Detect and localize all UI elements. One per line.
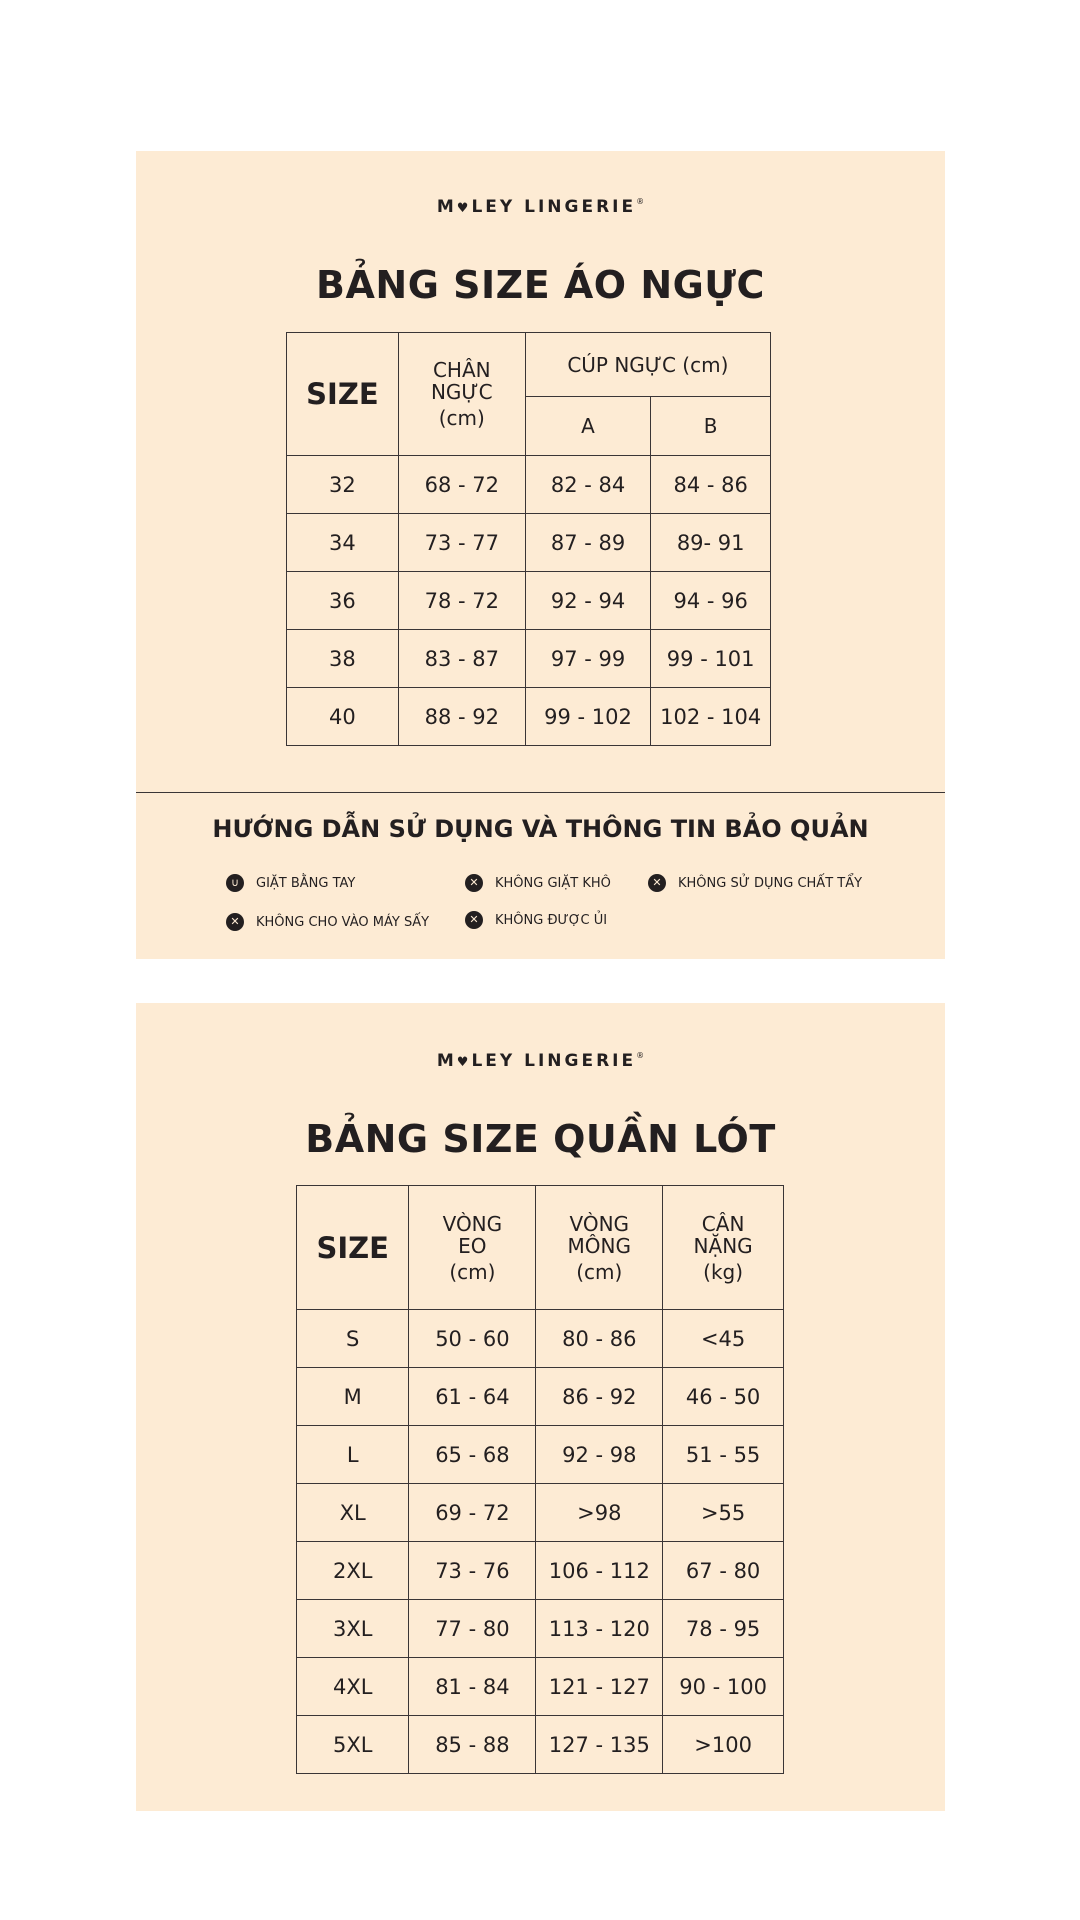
table-row [297,1716,784,1774]
care-item-no-tumble-dry [226,913,429,931]
table-cell: 61 - 64 [409,1368,536,1426]
table-row [287,688,771,746]
table-row [297,1600,784,1658]
table-cell: M [297,1368,409,1426]
table-cell: 36 [287,572,399,630]
table-row [287,572,771,630]
underbust-label: CHÂN NGỰC [430,358,493,404]
table-cell: 92 - 98 [536,1426,663,1484]
table-cell: 106 - 112 [536,1542,663,1600]
care-item-no-iron [465,911,607,929]
table-cell: 34 [287,514,399,572]
table-cell: <45 [663,1310,784,1368]
table-cell: 80 - 86 [536,1310,663,1368]
table-cell: 77 - 80 [409,1600,536,1658]
bra-size-table [286,332,771,746]
size-header: SIZE [297,1186,409,1310]
bra-size-card [136,151,945,959]
table-cell: 3XL [297,1600,409,1658]
table-cell: S [297,1310,409,1368]
care-item-hand-wash [226,874,355,892]
brand-logo: M♥LEY LINGERIE® [436,1051,645,1071]
table-cell: 46 - 50 [663,1368,784,1426]
care-item-label: KHÔNG SỬ DỤNG CHẤT TẨY [678,875,863,891]
table-cell: XL [297,1484,409,1542]
waist-label: VÒNG EO [442,1211,503,1258]
table-cell: 68 - 72 [398,456,525,514]
no-dry-clean-icon: ✕ [465,874,483,892]
table-cell: >55 [663,1484,784,1542]
table-cell: 2XL [297,1542,409,1600]
panty-size-card [136,1003,945,1811]
hip-header [536,1186,663,1310]
care-item-label: GIẶT BẰNG TAY [256,875,356,891]
bra-size-title: BẢNG SIZE ÁO NGỰC [316,263,765,307]
table-cell: 4XL [297,1658,409,1716]
table-cell: 40 [287,688,399,746]
table-row [287,630,771,688]
table-cell: 78 - 72 [398,572,525,630]
table-cell: 102 - 104 [651,688,771,746]
underbust-unit: (cm) [438,406,485,430]
weight-header [663,1186,784,1310]
table-cell: 90 - 100 [663,1658,784,1716]
table-row [297,1426,784,1484]
cup-a-header: A [525,397,651,456]
table-cell: 69 - 72 [409,1484,536,1542]
no-tumble-dry-icon: ✕ [226,913,244,931]
section-divider [136,792,945,793]
table-cell: >98 [536,1484,663,1542]
table-cell: 88 - 92 [398,688,525,746]
table-cell: 99 - 102 [525,688,651,746]
table-cell: 92 - 94 [525,572,651,630]
table-row [297,1542,784,1600]
table-cell: 86 - 92 [536,1368,663,1426]
table-cell: 83 - 87 [398,630,525,688]
table-cell: 51 - 55 [663,1426,784,1484]
table-cell: 81 - 84 [409,1658,536,1716]
table-cell: 67 - 80 [663,1542,784,1600]
table-cell: 78 - 95 [663,1600,784,1658]
table-cell: 82 - 84 [525,456,651,514]
care-item-label: KHÔNG CHO VÀO MÁY SẤY [256,914,430,930]
table-cell: 87 - 89 [525,514,651,572]
hip-unit: (cm) [576,1259,623,1284]
no-bleach-icon: ✕ [648,874,666,892]
table-cell: 121 - 127 [536,1658,663,1716]
care-item-no-dry-clean [465,874,611,892]
table-cell: 85 - 88 [409,1716,536,1774]
table-cell: 89- 91 [651,514,771,572]
table-cell: 99 - 101 [651,630,771,688]
care-item-no-bleach [648,874,862,892]
care-item-label: KHÔNG ĐƯỢC ỦI [495,912,608,928]
brand-logo: M♥LEY LINGERIE® [436,197,645,217]
cup-header: CÚP NGỰC (cm) [525,333,770,397]
table-row [297,1310,784,1368]
table-cell: 38 [287,630,399,688]
underbust-header [398,333,525,456]
waist-unit: (cm) [449,1259,496,1284]
table-cell: L [297,1426,409,1484]
table-row [297,1658,784,1716]
table-row [297,1484,784,1542]
size-header: SIZE [287,333,399,456]
table-cell: 84 - 86 [651,456,771,514]
table-cell: 94 - 96 [651,572,771,630]
table-cell: 32 [287,456,399,514]
no-iron-icon: ✕ [465,911,483,929]
weight-label: CÂN NẶNG [693,1211,753,1258]
hand-wash-icon: ∪ [226,874,244,892]
waist-header [409,1186,536,1310]
hip-label: VÒNG MÔNG [567,1211,631,1258]
table-row [297,1368,784,1426]
table-cell: 97 - 99 [525,630,651,688]
care-title: HƯỚNG DẪN SỬ DỤNG VÀ THÔNG TIN BẢO QUẢN [212,815,869,843]
panty-size-title: BẢNG SIZE QUẦN LÓT [305,1117,776,1161]
table-cell: 73 - 77 [398,514,525,572]
weight-unit: (kg) [703,1259,744,1284]
table-cell: 127 - 135 [536,1716,663,1774]
table-row [287,514,771,572]
table-cell: 113 - 120 [536,1600,663,1658]
table-cell: >100 [663,1716,784,1774]
panty-size-table [296,1185,784,1774]
cup-b-header: B [651,397,771,456]
table-cell: 50 - 60 [409,1310,536,1368]
table-cell: 73 - 76 [409,1542,536,1600]
table-cell: 65 - 68 [409,1426,536,1484]
table-cell: 5XL [297,1716,409,1774]
table-row [287,456,771,514]
care-item-label: KHÔNG GIẶT KHÔ [495,875,611,891]
